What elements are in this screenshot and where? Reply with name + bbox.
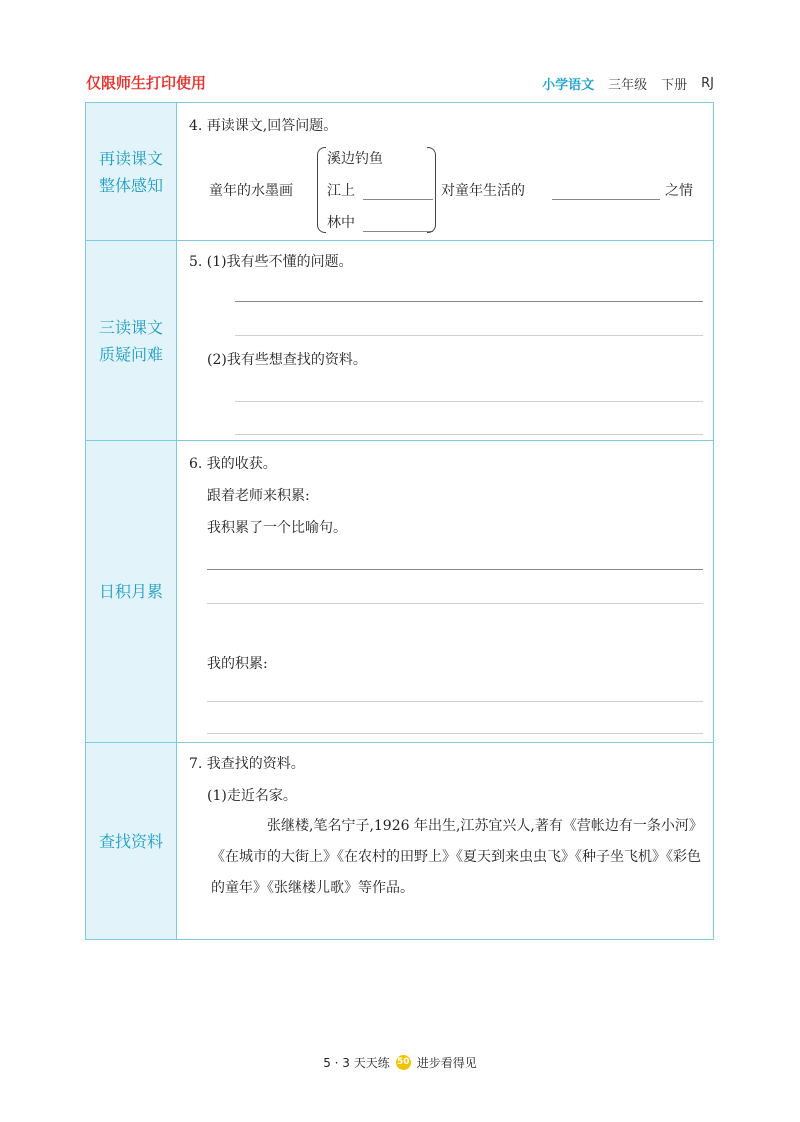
question-4-tail-after: 之情 xyxy=(665,183,693,199)
brace-item-3: 林中 xyxy=(327,215,355,231)
volume-label: 下册 xyxy=(661,78,688,93)
answer-line-5-1a[interactable] xyxy=(235,301,703,302)
page-footer xyxy=(0,1054,800,1071)
section-research-material xyxy=(86,743,713,939)
answer-line-5-1b[interactable] xyxy=(235,335,703,336)
answer-line-5-2a[interactable] xyxy=(235,401,703,402)
answer-line-6b[interactable] xyxy=(207,603,703,604)
section-label: 三读课文 质疑问难 xyxy=(86,241,177,440)
section-label: 日积月累 xyxy=(86,441,177,742)
answer-line-6a[interactable] xyxy=(207,569,703,570)
question-4-tail-before: 对童年生活的 xyxy=(441,183,525,199)
question-5-title: 5. (1)我有些不懂的问题。 xyxy=(189,254,353,270)
right-brace xyxy=(427,147,436,233)
question-5-sub2: (2)我有些想查找的资料。 xyxy=(207,352,367,368)
answer-line-5-2b[interactable] xyxy=(235,434,703,435)
answer-line-6c[interactable] xyxy=(207,701,703,702)
section-reread-overall xyxy=(86,103,713,241)
section-label: 查找资料 xyxy=(86,743,177,939)
answer-line-6d[interactable] xyxy=(207,733,703,734)
question-7-title: 7. 我查找的资料。 xyxy=(189,756,305,772)
worksheet-table xyxy=(85,102,714,940)
print-notice: 仅限师生打印使用 xyxy=(86,74,207,92)
section-third-read-question xyxy=(86,241,713,441)
edition-label: RJ xyxy=(701,76,714,91)
author-intro-paragraph: 张继楼,笔名宁子,1926 年出生,江苏宜兴人,著有《营帐边有一条小河》《在城市的大街上》《在农村的田野上》《夏天到来虫虫飞》《种子坐飞机》《彩色的童年》《张继楼儿歌》等作品。 xyxy=(211,818,701,896)
section-daily-accumulation xyxy=(86,441,713,743)
answer-blank-linzhong[interactable] xyxy=(363,231,433,232)
question-4-lead: 童年的水墨画 xyxy=(209,183,293,199)
answer-blank-jiangshang[interactable] xyxy=(363,199,433,200)
question-7-sub1: (1)走近名家。 xyxy=(207,788,297,804)
question-6-line2: 我积累了一个比喻句。 xyxy=(207,520,347,536)
grade-label: 三年级 xyxy=(608,78,648,93)
brace-item-1: 溪边钓鱼 xyxy=(327,151,383,167)
question-6-title: 6. 我的收获。 xyxy=(189,456,277,472)
question-4-title: 4. 再读课文,回答问题。 xyxy=(189,118,338,134)
section-label: 再读课文 整体感知 xyxy=(86,103,177,240)
question-6-line1: 跟着老师来积累: xyxy=(207,488,310,504)
page-number-badge: 50 xyxy=(396,1055,411,1070)
subject-label: 小学语文 xyxy=(542,78,595,93)
footer-slogan: 进步看得见 xyxy=(416,1056,477,1070)
answer-blank-feeling[interactable] xyxy=(552,199,660,200)
left-brace xyxy=(317,147,326,233)
footer-series: 5 · 3 天天练 xyxy=(323,1056,390,1070)
header-meta xyxy=(542,74,714,93)
brace-item-2: 江上 xyxy=(327,183,355,199)
question-6-line3: 我的积累: xyxy=(207,656,268,672)
